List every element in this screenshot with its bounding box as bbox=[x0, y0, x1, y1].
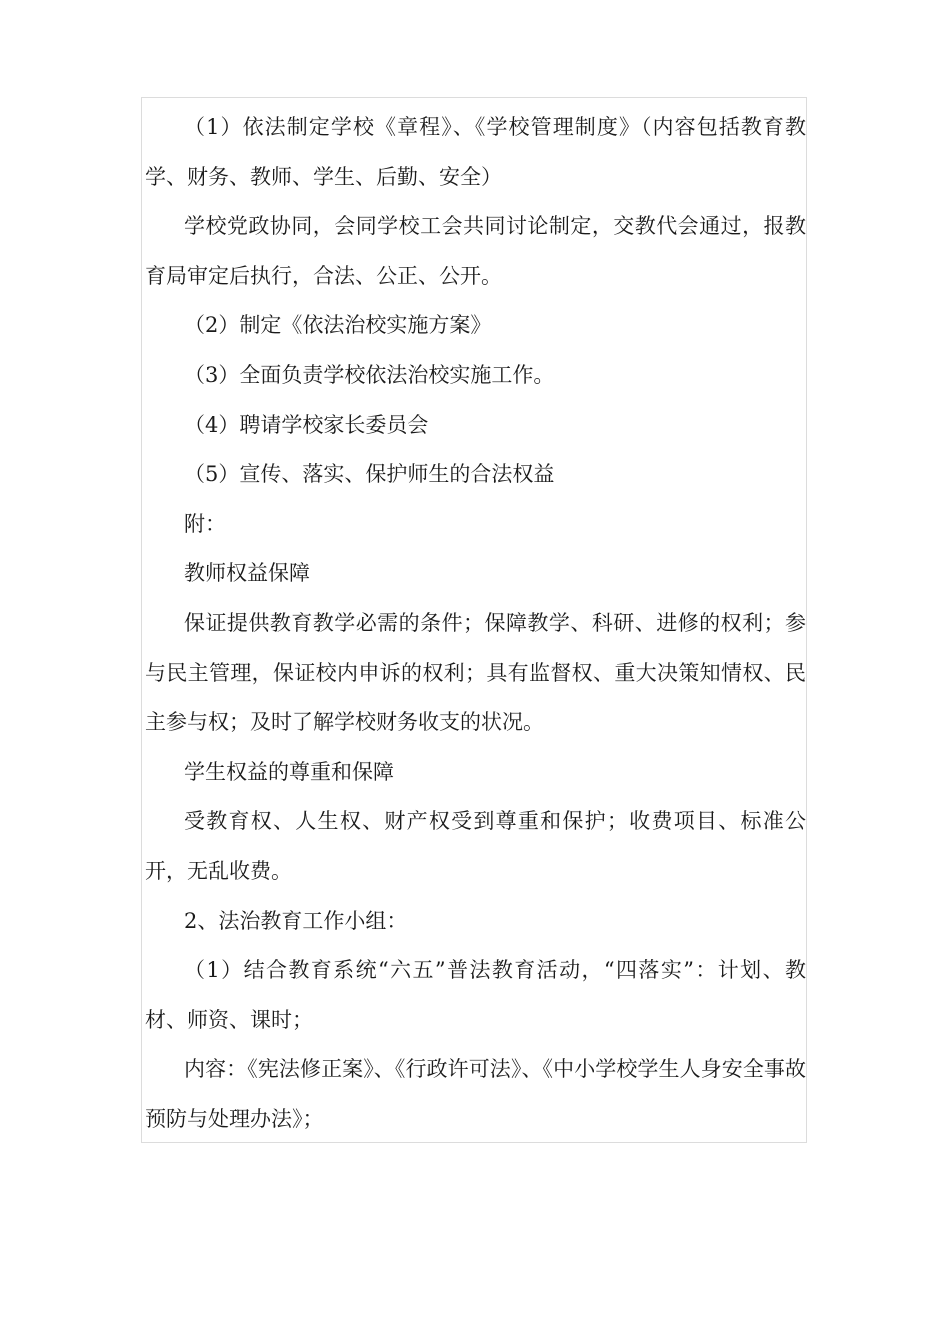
section-heading-legal-education: 2、法治教育工作小组： bbox=[184, 908, 408, 933]
paragraph-13: （1）结合教育系统“六五”普法教育活动，“四落实”：计划、教材、师资、课时； bbox=[145, 958, 806, 1032]
document-page bbox=[141, 97, 807, 1143]
section-heading-student-rights: 学生权益的尊重和保障 bbox=[184, 759, 394, 784]
paragraph-3: （2）制定《依法治校实施方案》 bbox=[184, 313, 492, 338]
paragraph-14: 内容：《宪法修正案》、《行政许可法》、《中小学校学生人身安全事故预防与处理办法》； bbox=[145, 1057, 806, 1131]
paragraph-2: 学校党政协同，会同学校工会共同讨论制定，交教代会通过，报教育局审定后执行，合法、公正、公开。 bbox=[145, 214, 806, 288]
paragraph-4: （3）全面负责学校依法治校实施工作。 bbox=[184, 362, 555, 387]
paragraph-9: 保证提供教育教学必需的条件；保障教学、科研、进修的权利；参与民主管理，保证校内申诉的权利；具有监督权、重大决策知情权、民主参与权；及时了解学校财务收支的状况。 bbox=[145, 610, 806, 735]
paragraph-5: （4）聘请学校家长委员会 bbox=[184, 412, 429, 437]
paragraph-11: 受教育权、人生权、财产权受到尊重和保护；收费项目、标准公开，无乱收费。 bbox=[145, 809, 806, 883]
paragraph-7: 附： bbox=[184, 511, 226, 536]
paragraph-6: （5）宣传、落实、保护师生的合法权益 bbox=[184, 462, 555, 487]
section-heading-teacher-rights: 教师权益保障 bbox=[184, 561, 310, 586]
paragraph-1: （1）依法制定学校《章程》、《学校管理制度》（内容包括教育教学、财务、教师、学生、后勤、安全） bbox=[145, 115, 806, 189]
